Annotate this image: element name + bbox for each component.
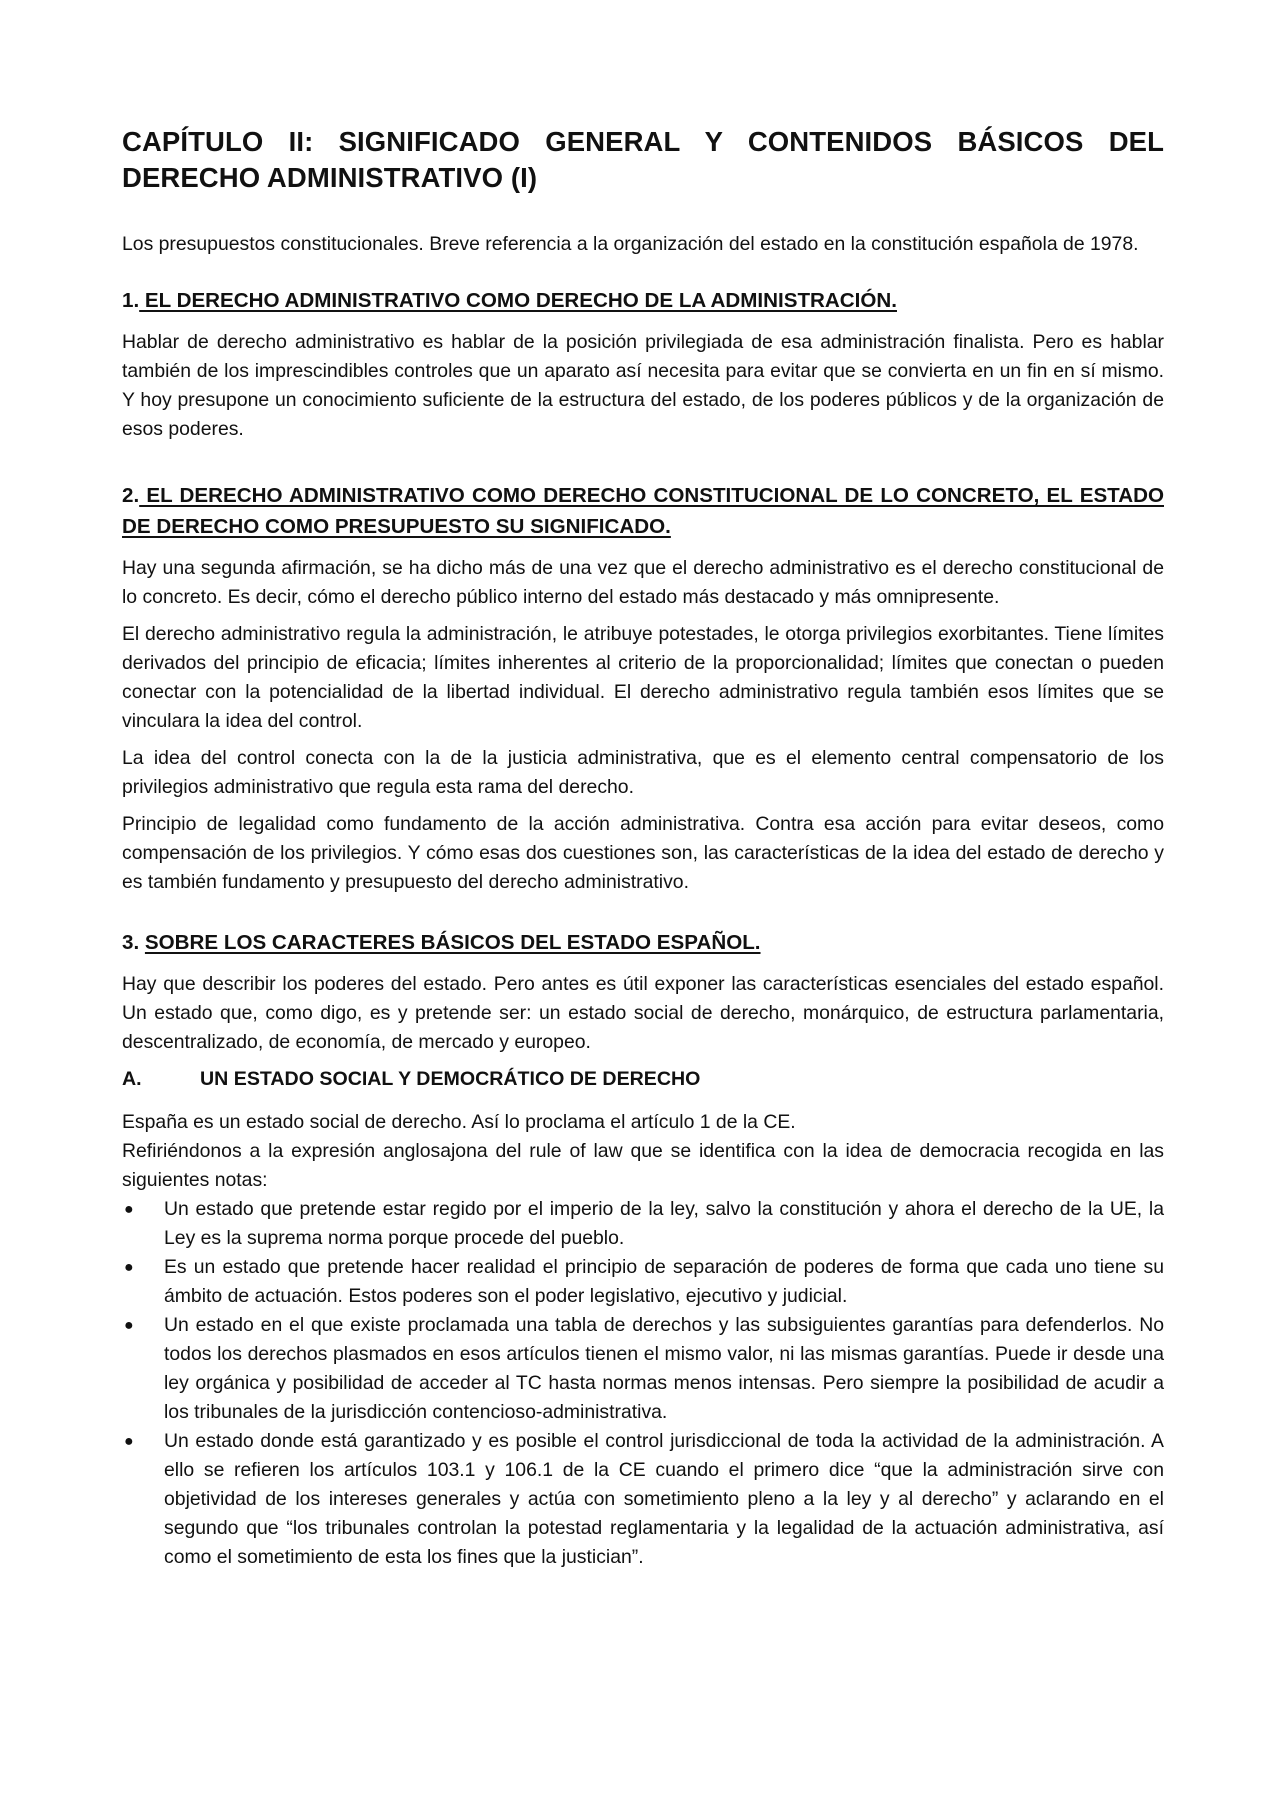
document-title: CAPÍTULO II: SIGNIFICADO GENERAL Y CONTENIDOS BÁSICOS DEL DERECHO ADMINISTRATIVO (I)	[122, 126, 1164, 193]
section-1-number: 1.	[122, 289, 140, 312]
bullet-icon: ●	[124, 1201, 134, 1218]
list-item-text: Un estado que pretende estar regido por el imperio de la ley, salvo la constitución y ahora el derecho de la UE, la Ley es la suprema norma porque procede del pueblo.	[164, 1198, 1164, 1249]
section-2-number: 2.	[122, 484, 140, 507]
subsection-a-heading	[122, 1065, 1164, 1094]
section-3-title: SOBRE LOS CARACTERES BÁSICOS DEL ESTADO ESPAÑOL.	[144, 931, 761, 954]
list-item	[122, 1427, 1164, 1572]
list-item-text: Es un estado que pretende hacer realidad el principio de separación de poderes de forma que cada uno tiene su ámbito de actuación. Estos poderes son el poder legislativo, ejecutivo y judicial.	[164, 1256, 1164, 1307]
list-item	[122, 1195, 1164, 1253]
bullet-icon: ●	[124, 1433, 134, 1450]
section-3-paragraph: Hay que describir los poderes del estado. Pero antes es útil exponer las características esenciales del estado español. Un estado que, como digo, es y pretende ser: un estado social de derecho, monárquico, de estructura parlamentaria, descentralizado, de economía, de mercado y europeo.	[122, 973, 1164, 1053]
section-2	[122, 480, 1164, 897]
list-item	[122, 1253, 1164, 1311]
section-3	[122, 927, 1164, 1057]
section-1-title: EL DERECHO ADMINISTRATIVO COMO DERECHO DE LA ADMINISTRACIÓN.	[139, 289, 897, 312]
list-item-text: Un estado donde está garantizado y es posible el control jurisdiccional de toda la actividad de la administración. A ello se refieren los artículos 103.1 y 106.1 de la CE cuando el primero dice “que la administración sirve con objetividad de los intereses generales y actúa con sometimiento pleno a la ley y al derecho” y aclarando en el segundo que “los tribunales controlan la potestad reglamentaria y la legalidad de la actuación administrativa, así como el sometimiento de esta los fines que la justician”.	[164, 1430, 1164, 1568]
bullet-list	[122, 1195, 1164, 1572]
section-2-title: EL DERECHO ADMINISTRATIVO COMO DERECHO CONSTITUCIONAL DE LO CONCRETO, EL ESTADO DE DERECHO COMO PRESUPUESTO SU SIGNIFICADO.	[122, 484, 1164, 538]
section-2-heading	[122, 480, 1164, 542]
list-item	[122, 1311, 1164, 1427]
intro-paragraph: Los presupuestos constitucionales. Breve referencia a la organización del estado en la constitución española de 1978.	[122, 233, 1139, 255]
section-2-paragraph: La idea del control conecta con la de la justicia administrativa, que es el elemento central compensatorio de los privilegios administrativo que regula esta rama del derecho.	[122, 747, 1164, 798]
section-1-heading	[122, 285, 1164, 316]
bullet-icon: ●	[124, 1259, 134, 1276]
subsection-a-letter: A.	[122, 1068, 142, 1090]
section-2-paragraph: Principio de legalidad como fundamento de la acción administrativa. Contra esa acción para evitar deseos, como compensación de los privilegios. Y cómo esas dos cuestiones son, las características de la idea del estado de derecho y es también fundamento y presupuesto del derecho administrativo.	[122, 813, 1164, 893]
subsection-a-title: UN ESTADO SOCIAL Y DEMOCRÁTICO DE DERECHO	[200, 1068, 701, 1090]
section-3-heading	[122, 927, 1164, 958]
section-1-paragraph: Hablar de derecho administrativo es hablar de la posición privilegiada de esa administración finalista. Pero es hablar también de los imprescindibles controles que un aparato así necesita para evitar que se convierta en un fin en sí mismo. Y hoy presupone un conocimiento suficiente de la estructura del estado, de los poderes públicos y de la organización de esos poderes.	[122, 331, 1164, 440]
section-1	[122, 285, 1164, 444]
section-3-number: 3.	[122, 931, 140, 954]
section-2-paragraph: Hay una segunda afirmación, se ha dicho más de una vez que el derecho administrativo es el derecho constitucional de lo concreto. Es decir, cómo el derecho público interno del estado más destacado y más omnipresente.	[122, 557, 1164, 608]
list-item-text: Un estado en el que existe proclamada una tabla de derechos y las subsiguientes garantías para defenderlos. No todos los derechos plasmados en esos artículos tienen el mismo valor, ni las mismas garantías. Puede ir desde una ley orgánica y posibilidad de acceder al TC hasta normas menos intensas. Pero siempre la posibilidad de acudir a los tribunales de la jurisdicción contencioso-administrativa.	[164, 1314, 1164, 1423]
section-2-paragraph: El derecho administrativo regula la administración, le atribuye potestades, le otorga privilegios exorbitantes. Tiene límites derivados del principio de eficacia; límites inherentes al criterio de la proporcionalidad; límites que conectan o pueden conectar con la potencialidad de la libertad individual. El derecho administrativo regula también esos límites que se vinculara la idea del control.	[122, 623, 1164, 732]
subsection-a-line: España es un estado social de derecho. Así lo proclama el artículo 1 de la CE.	[122, 1111, 796, 1133]
subsection-a-line: Refiriéndonos a la expresión anglosajona del rule of law que se identifica con la idea de democracia recogida en las siguientes notas:	[122, 1140, 1164, 1191]
bullet-icon: ●	[124, 1317, 134, 1334]
